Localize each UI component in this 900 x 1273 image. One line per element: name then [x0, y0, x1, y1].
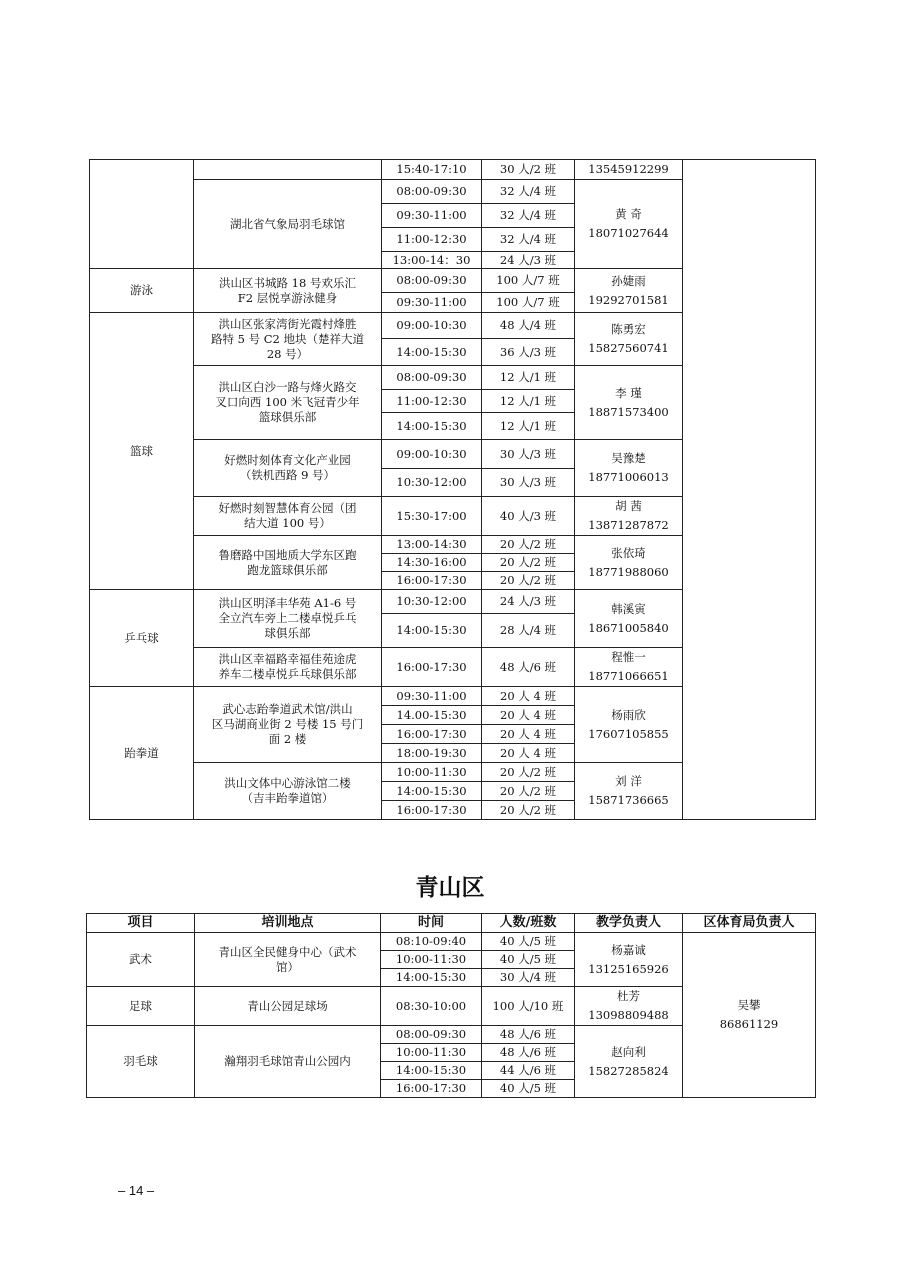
time-cell: 14:00-15:30: [381, 969, 482, 987]
project-cell: 乒乓球: [90, 590, 194, 687]
time-cell: 10:00-11:30: [381, 951, 482, 969]
time-cell: 13:00-14：30: [382, 252, 482, 269]
district-lead-cell: 吴攀 86861129: [683, 933, 816, 1098]
time-cell: 15:40-17:10: [382, 160, 482, 180]
page-number: – 14 –: [118, 1183, 155, 1198]
time-cell: 11:00-12:30: [382, 390, 482, 413]
capacity-cell: 36 人/3 班: [482, 339, 575, 366]
location-cell: 洪山区明泽丰华苑 A1-6 号 全立汽车旁上二楼卓悦乒乓 球俱乐部: [194, 590, 382, 648]
capacity-cell: 20 人 4 班: [482, 706, 575, 725]
location-cell: 青山区全民健身中心（武术 馆）: [195, 933, 381, 987]
capacity-cell: 30 人/3 班: [482, 469, 575, 497]
capacity-cell: 40 人/3 班: [482, 497, 575, 536]
capacity-cell: 24 人/3 班: [482, 252, 575, 269]
contact-cell: 韩溪寅 18671005840: [575, 590, 683, 648]
location-cell: 洪山文体中心游泳馆二楼 （吉丰跆拳道馆）: [194, 763, 382, 820]
project-cell: 足球: [87, 987, 195, 1026]
time-cell: 10:00-11:30: [381, 1044, 482, 1062]
capacity-cell: 32 人/4 班: [482, 180, 575, 204]
time-cell: 08:00-09:30: [381, 1026, 482, 1044]
table-row: [90, 160, 816, 180]
capacity-cell: 32 人/4 班: [482, 204, 575, 228]
contact-cell: 杨嘉诚 13125165926: [575, 933, 683, 987]
capacity-cell: 30 人/4 班: [482, 969, 575, 987]
capacity-cell: 20 人 4 班: [482, 744, 575, 763]
time-cell: 14.00-15:30: [382, 706, 482, 725]
time-cell: 11:00-12:30: [382, 228, 482, 252]
location-cell: 好燃时刻智慧体育公园（团 结大道 100 号）: [194, 497, 382, 536]
header-district-lead: 区体育局负责人: [683, 914, 816, 933]
time-cell: 08:30-10:00: [381, 987, 482, 1026]
capacity-cell: 48 人/6 班: [482, 1026, 575, 1044]
time-cell: 08:00-09:30: [382, 269, 482, 293]
contact-cell: 杨雨欣 17607105855: [575, 687, 683, 763]
capacity-cell: 48 人/6 班: [482, 1044, 575, 1062]
contact-cell: 张依琦 18771988060: [575, 536, 683, 590]
capacity-cell: 28 人/4 班: [482, 614, 575, 648]
time-cell: 16:00-17:30: [382, 725, 482, 744]
header-time: 时间: [381, 914, 482, 933]
location-cell: 洪山区张家湾街光霞村烽胜 路特 5 号 C2 地块（楚祥大道 28 号）: [194, 313, 382, 366]
time-cell: 09:00-10:30: [382, 313, 482, 339]
time-cell: 15:30-17:00: [382, 497, 482, 536]
project-cell: [90, 160, 194, 269]
time-cell: 09:30-11:00: [382, 204, 482, 228]
time-cell: 16:00-17:30: [381, 1080, 482, 1098]
contact-cell: 刘 洋 15871736665: [575, 763, 683, 820]
time-cell: 14:30-16:00: [382, 554, 482, 572]
capacity-cell: 44 人/6 班: [482, 1062, 575, 1080]
capacity-cell: 20 人/2 班: [482, 536, 575, 554]
capacity-cell: 20 人 4 班: [482, 687, 575, 706]
time-cell: 10:30-12:00: [382, 469, 482, 497]
capacity-cell: 12 人/1 班: [482, 390, 575, 413]
capacity-cell: 100 人/10 班: [482, 987, 575, 1026]
location-cell: [194, 160, 382, 180]
qingshan-training-table: [86, 913, 816, 1098]
table-header-row: [87, 914, 816, 933]
capacity-cell: 20 人/2 班: [482, 782, 575, 801]
capacity-cell: 40 人/5 班: [482, 951, 575, 969]
contact-cell: 吴豫楚 18771006013: [575, 440, 683, 497]
capacity-cell: 48 人/6 班: [482, 648, 575, 687]
capacity-cell: 20 人/2 班: [482, 572, 575, 590]
section-title-qingshan: 青山区: [415, 875, 485, 901]
location-cell: 洪山区白沙一路与烽火路交 叉口向西 100 米飞冠青少年 篮球俱乐部: [194, 366, 382, 440]
capacity-cell: 40 人/5 班: [482, 1080, 575, 1098]
location-cell: 青山公园足球场: [195, 987, 381, 1026]
time-cell: 14:00-15:30: [382, 413, 482, 440]
contact-cell: 程惟一 18771066651: [575, 648, 683, 687]
location-cell: 瀚翔羽毛球馆青山公园内: [195, 1026, 381, 1098]
time-cell: 09:00-10:30: [382, 440, 482, 469]
time-cell: 16:00-17:30: [382, 648, 482, 687]
location-cell: 洪山区幸福路幸福佳苑途虎 养车二楼卓悦乒乓球俱乐部: [194, 648, 382, 687]
time-cell: 14:00-15:30: [382, 614, 482, 648]
capacity-cell: 12 人/1 班: [482, 366, 575, 390]
header-capacity: 人数/班数: [482, 914, 575, 933]
capacity-cell: 20 人 4 班: [482, 725, 575, 744]
location-cell: 鲁磨路中国地质大学东区跑 跑龙篮球俱乐部: [194, 536, 382, 590]
hongshan-training-table: [89, 159, 816, 820]
time-cell: 10:30-12:00: [382, 590, 482, 614]
header-project: 项目: [87, 914, 195, 933]
time-cell: 10:00-11:30: [382, 763, 482, 782]
time-cell: 18:00-19:30: [382, 744, 482, 763]
time-cell: 13:00-14:30: [382, 536, 482, 554]
contact-cell: 13545912299: [575, 160, 683, 180]
contact-cell: 杜芳 13098809488: [575, 987, 683, 1026]
project-cell: 跆拳道: [90, 687, 194, 820]
capacity-cell: 30 人/3 班: [482, 440, 575, 469]
time-cell: 08:00-09:30: [382, 366, 482, 390]
time-cell: 08:00-09:30: [382, 180, 482, 204]
contact-cell: 李 瑾 18871573400: [575, 366, 683, 440]
time-cell: 14:00-15:30: [382, 339, 482, 366]
capacity-cell: 32 人/4 班: [482, 228, 575, 252]
location-cell: 好燃时刻体育文化产业园 （铁机西路 9 号）: [194, 440, 382, 497]
time-cell: 14:00-15:30: [381, 1062, 482, 1080]
time-cell: 16:00-17:30: [382, 572, 482, 590]
project-cell: 羽毛球: [87, 1026, 195, 1098]
contact-cell: 孙婕雨 19292701581: [575, 269, 683, 313]
capacity-cell: 40 人/5 班: [482, 933, 575, 951]
location-cell: 洪山区书城路 18 号欢乐汇 F2 层悦享游泳健身: [194, 269, 382, 313]
table-row: [87, 933, 816, 951]
time-cell: 09:30-11:00: [382, 687, 482, 706]
contact-cell: 赵向利 15827285824: [575, 1026, 683, 1098]
capacity-cell: 48 人/4 班: [482, 313, 575, 339]
capacity-cell: 30 人/2 班: [482, 160, 575, 180]
location-cell: 湖北省气象局羽毛球馆: [194, 180, 382, 269]
time-cell: 16:00-17:30: [382, 801, 482, 820]
project-cell: 游泳: [90, 269, 194, 313]
header-location: 培训地点: [195, 914, 381, 933]
time-cell: 08:10-09:40: [381, 933, 482, 951]
capacity-cell: 12 人/1 班: [482, 413, 575, 440]
capacity-cell: 20 人/2 班: [482, 554, 575, 572]
capacity-cell: 20 人/2 班: [482, 801, 575, 820]
district-lead-cell: [683, 160, 816, 820]
contact-cell: 黄 奇 18071027644: [575, 180, 683, 269]
capacity-cell: 24 人/3 班: [482, 590, 575, 614]
project-cell: 篮球: [90, 313, 194, 590]
contact-cell: 陈勇宏 15827560741: [575, 313, 683, 366]
location-cell: 武心志跆拳道武术馆/洪山 区马湖商业街 2 号楼 15 号门 面 2 楼: [194, 687, 382, 763]
contact-cell: 胡 茜 13871287872: [575, 497, 683, 536]
time-cell: 09:30-11:00: [382, 293, 482, 313]
project-cell: 武术: [87, 933, 195, 987]
capacity-cell: 100 人/7 班: [482, 269, 575, 293]
capacity-cell: 20 人/2 班: [482, 763, 575, 782]
time-cell: 14:00-15:30: [382, 782, 482, 801]
capacity-cell: 100 人/7 班: [482, 293, 575, 313]
header-teaching-lead: 教学负责人: [575, 914, 683, 933]
